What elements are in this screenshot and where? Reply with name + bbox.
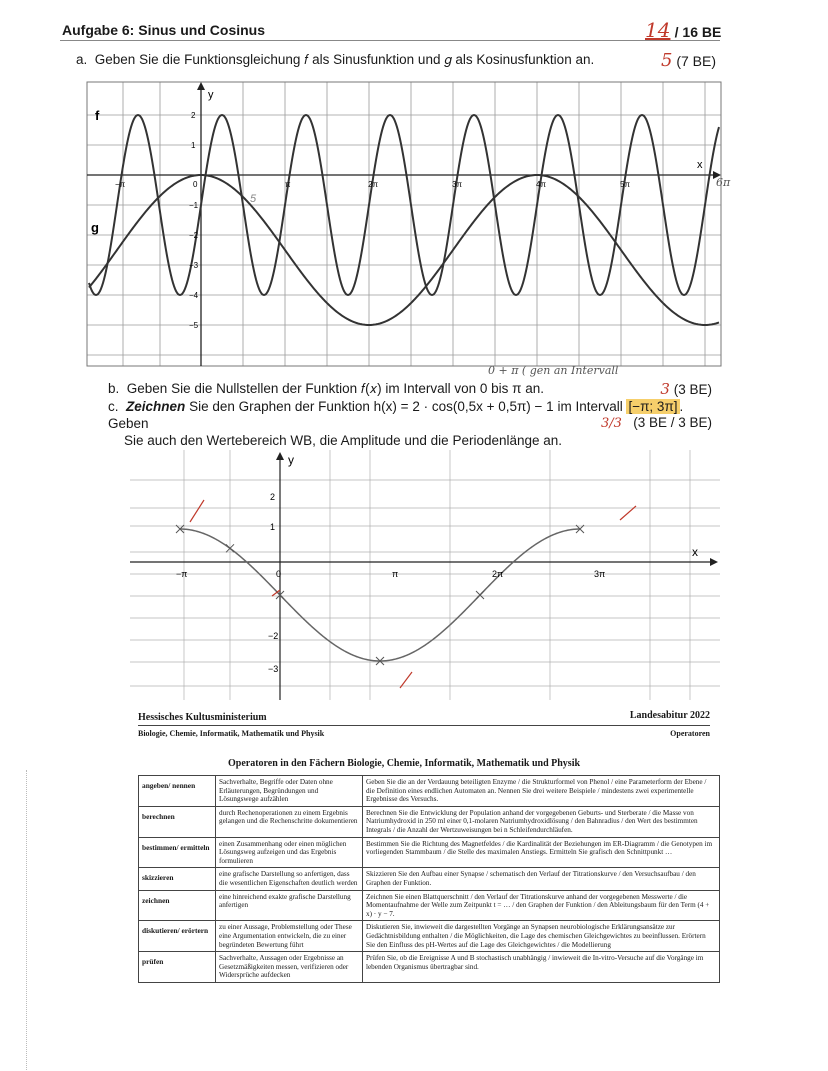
task-b-letter: b. [108,381,120,396]
operator-row [139,952,720,983]
score-total: / 16 BE [674,24,722,40]
curve-h [180,529,580,661]
operator-description: Sachverhalte, Aussagen oder Ergebnisse an Gesetzmäßigkeiten messen, verifizieren oder Widersprüche aufdecken [216,952,363,983]
graph1-ytick-2: 2 [191,111,196,120]
graph2-ytick-m2: −2 [268,631,279,641]
graph2-ytick-2: 2 [270,492,276,502]
graph1-ytick-m2: −2 [189,231,199,240]
exam-name: Landesabitur 2022 [629,710,710,721]
task-a [76,52,594,68]
operator-examples: Geben Sie die an der Verdauung beteiligten Enzyme / die Strukturformel von Phenol / eine Parameterform der Ebene / die Definition eines endlichen Automaten an. Nennen Sie drei weitere Beispiele / mindestens zwei experimentelle Ergebnisse des Versuchs. [363,776,720,807]
operator-description: eine grafische Darstellung so anfertigen, dass die wesentlichen Eigenschaften deutlich werden [216,868,363,890]
subjects: Biologie, Chemie, Informatik, Mathematik und Physik [138,729,325,738]
graph1-xtick-0: 0 [193,180,198,189]
plotted-point-mark [476,591,484,599]
header-rule [60,40,720,41]
graph1-inside-note: 5 [250,193,257,205]
graph1-ytick-m1: −1 [189,201,199,210]
check-mark [400,672,412,688]
graph1-y-label: y [208,89,214,101]
graph1-label-g: g [91,220,99,235]
scan-edge [0,770,27,1070]
operator-examples: Zeichnen Sie einen Blattquerschnitt / den Verlauf der Titrationskurve anhand der vorgegebenen Messwerte / die Momentaufnahme der Welle zum Zeitpunkt t = … / den Graphen der Funktion / den Ableitungsbaum für den Term (4 + x) · y − 7. [363,890,720,921]
operator-row [139,921,720,952]
operators-table [138,775,720,983]
graph2-xtick-pi: π [392,569,399,579]
graph1-xtick-5pi: 5π [620,180,630,189]
operator-row [139,868,720,890]
operator-row [139,806,720,837]
graph1-ytick-m5: −5 [189,321,199,330]
task-c-be: (3 BE / 3 BE) [633,415,712,430]
task-b-text: Geben Sie die Nullstellen der Funktion 𝑓(𝑥) im Intervall von 0 bis π an. [126,381,545,396]
task-c-points [601,415,712,431]
graph1-xtick-3pi: 3π [452,180,462,189]
total-score [645,18,721,42]
operator-name: angeben/ nennen [139,776,216,807]
graph1-xtick-4pi: 4π [536,180,546,189]
graph1-xtick-pi: π [285,180,291,189]
footer-rule [138,725,710,726]
section-name: Operatoren [670,729,710,738]
graph2-ytick-1: 1 [270,522,276,532]
operator-name: diskutieren/ erörtern [139,921,216,952]
exercise-title: Aufgabe 6: Sinus und Cosinus [62,22,266,38]
task-c-verb: Zeichnen [126,399,186,414]
operator-row [139,837,720,868]
task-c-interval: [−π; 3π] [628,399,678,414]
graph-f-g [85,80,725,370]
graph2-ytick-m3: −3 [268,664,279,674]
task-b [108,381,544,397]
operators-table-wrap [138,775,720,983]
operator-examples: Skizzieren Sie den Aufbau einer Synapse / schematisch den Verlauf der Titrationskurve / den Versuchsaufbau / den Graphen der Funktion. [363,868,720,890]
operator-name: zeichnen [139,890,216,921]
check-mark [190,500,204,522]
graph2-xtick-minus-pi: −π [176,569,188,579]
graph-h [130,450,720,700]
operator-examples: Prüfen Sie, ob die Ereignisse A und B stochastisch unabhängig / inwieweit die In-vitro-Versuche auf die Vorgänge im lebenden Organismus übertragbar sind. [363,952,720,983]
graph1-ytick-m3: −3 [189,261,199,270]
operator-row [139,776,720,807]
task-a-be: (7 BE) [676,53,716,69]
task-c-hand-score: 3/3 [601,416,622,431]
graph1-ytick-1: 1 [191,141,196,150]
task-b-points [660,380,712,398]
operator-description: durch Rechenoperationen zu einem Ergebnis gelangen und die Rechenschritte dokumentieren [216,806,363,837]
graph1-margin-note: 6π [716,176,731,189]
graph2-grid [130,450,720,700]
task-c-text-2: . Geben [108,399,684,431]
task-b-be: (3 BE) [673,382,712,397]
handwritten-score: 14 [645,18,671,42]
graph2-x-arrow [710,558,718,566]
operator-description: Sachverhalte, Begriffe oder Daten ohne Erläuterungen, Begründungen und Lösungswege aufzählen [216,776,363,807]
graph1-x-label: x [697,159,703,171]
graph1-xtick-2pi: 2π [368,180,378,189]
task-b-annotation: 0 + π ( gen an Intervall [488,364,619,377]
operators-title: Operatoren in den Fächern Biologie, Chemie, Informatik, Mathematik und Physik [228,758,581,769]
graph2-xtick-0: 0 [276,569,282,579]
operator-examples: Bestimmen Sie die Richtung des Magnetfeldes / die Kardinalität der Beziehungen im ER-Diagramm / die Genotypen im vorliegenden Stammbaum / die Stelle des maximalen Anstiegs. Ermitteln Sie grafisch den Schnittpunkt … [363,837,720,868]
operator-description: einen Zusammenhang oder einen möglichen Lösungsweg aufzeigen und das Ergebnis formulieren [216,837,363,868]
graph2-y-label: y [288,453,294,467]
graph2-point-marks [176,525,584,665]
graph2-xtick-3pi: 3π [594,569,606,579]
curve-g [89,175,719,325]
operator-examples: Berechnen Sie die Entwicklung der Population anhand der vorgegebenen Geburts- und Sterberate / die Masse von Natriumhydroxid in 250 ml einer 0,1-molaren Natriumhydroxidlösung / den Bahnradius / den Wert des bestimmten Integrals / die Anzahl der Wertzuweisungen bei n Schleifendurchläufen. [363,806,720,837]
operator-description: zu einer Aussage, Problemstellung oder These eine Argumentation entwickeln, die zu einer begründeten Bewertung führt [216,921,363,952]
task-b-hand-score: 3 [660,380,670,398]
graph1-label-f: f [95,108,100,123]
task-c-letter: c. [108,399,119,414]
graph2-x-label: x [692,545,698,559]
operator-description: eine hinreichend exakte grafische Darstellung anfertigen [216,890,363,921]
ministry: Hessisches Kultusministerium [138,712,267,723]
graph1-ytick-m4: −4 [189,291,199,300]
operator-name: berechnen [139,806,216,837]
task-a-hand-score: 5 [660,50,673,71]
task-a-letter: a. [76,52,88,67]
graph2-y-arrow [276,452,284,460]
graph1-y-arrow [197,82,205,90]
task-c-text-1: Sie den Graphen der Funktion h(x) = 2 · cos(0,5x + 0,5π) − 1 im Intervall [189,399,623,414]
operator-name: prüfen [139,952,216,983]
graph1-frame [87,82,721,366]
task-c-text-3: Sie auch den Wertebereich WB, die Amplitude und die Periodenlänge an. [124,433,563,448]
operator-name: skizzieren [139,868,216,890]
operator-row [139,890,720,921]
operator-examples: Diskutieren Sie, inwieweit die dargestellten Vorgänge an Synapsen neurobiologische Erklärungsansätze zur Gedächtnisbildung enthalten / die Möglichkeiten, die Lage des chemischen Gleichgewichtes zu beeinflussen. Erörtern Sie den Einfluss des pH-Wertes auf die Lage des Gleichgewichtes / die Modellierung [363,921,720,952]
task-a-text: Geben Sie die Funktionsgleichung 𝑓 als Sinusfunktion und 𝑔 als Kosinusfunktion an. [94,52,595,67]
task-a-points [661,50,716,71]
graph2-xtick-2pi: 2π [492,569,504,579]
graph1-grid [87,82,721,366]
operator-name: bestimmen/ ermitteln [139,837,216,868]
graph1-xtick-minus-pi: −π [115,180,126,189]
